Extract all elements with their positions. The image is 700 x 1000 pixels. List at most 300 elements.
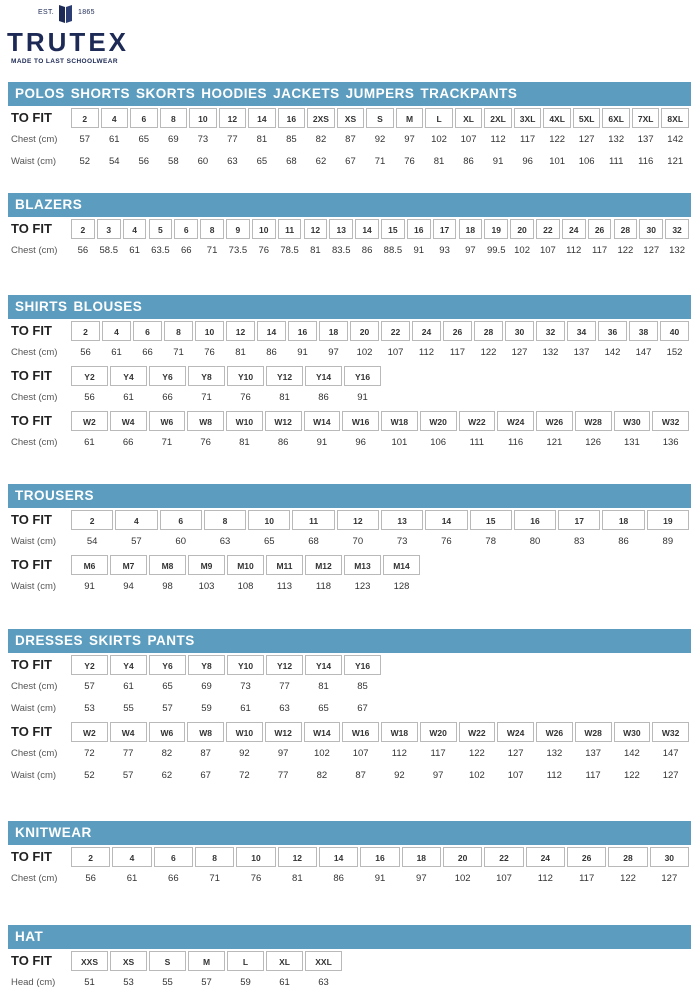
measurement-value: 92 xyxy=(374,134,386,145)
measurement-value: 72 xyxy=(239,770,250,781)
measurement-value: 65 xyxy=(318,703,329,714)
measurement-value: 152 xyxy=(666,347,683,358)
measurement-value: 55 xyxy=(162,977,173,988)
measurement-value: 56 xyxy=(80,347,91,358)
size-cell: 5XL xyxy=(573,108,601,128)
measurement-value: 60 xyxy=(175,536,186,547)
size-cell: Y2 xyxy=(71,655,108,675)
measurement-value: 86 xyxy=(333,873,344,884)
measurement-value: 85 xyxy=(357,681,368,692)
size-cell: 8 xyxy=(164,321,193,341)
measurement-value: 86 xyxy=(361,245,373,256)
measurement-value: 81 xyxy=(235,347,246,358)
measurement-value: 126 xyxy=(585,437,602,448)
size-cell: M13 xyxy=(344,555,381,575)
to-fit-row xyxy=(8,365,691,387)
size-cell: M6 xyxy=(71,555,108,575)
measurement-value: 52 xyxy=(79,156,91,167)
size-cell: W22 xyxy=(459,411,496,431)
size-cell: L xyxy=(425,108,453,128)
size-cell: 6 xyxy=(154,847,193,867)
size-cell: W8 xyxy=(187,411,224,431)
to-fit-row xyxy=(8,950,691,972)
size-cell: M9 xyxy=(188,555,225,575)
measurement-value: 57 xyxy=(201,977,212,988)
measurement-value: 127 xyxy=(643,245,660,256)
size-cell: 10 xyxy=(248,510,290,530)
measurement-value: 91 xyxy=(316,437,328,448)
size-cell: 10 xyxy=(236,847,275,867)
measurement-value: 132 xyxy=(669,245,685,256)
measurement-value: 65 xyxy=(256,156,268,167)
to-fit-label: TO FIT xyxy=(11,221,52,236)
measurement-row xyxy=(8,129,691,151)
section-title-word: SHORTS xyxy=(70,86,131,101)
size-cell: 14 xyxy=(355,219,379,239)
size-cell: 30 xyxy=(650,847,689,867)
measurement-value: 77 xyxy=(279,681,290,692)
measurement-label: Waist (cm) xyxy=(11,581,57,592)
measurement-value: 82 xyxy=(161,748,173,759)
measurement-value: 127 xyxy=(661,873,678,884)
measurement-value: 87 xyxy=(200,748,211,759)
measurement-label: Chest (cm) xyxy=(11,873,58,884)
section-title-bar xyxy=(8,629,691,653)
size-cell: 14 xyxy=(248,108,276,128)
measurement-label: Chest (cm) xyxy=(11,134,58,145)
measurement-value: 61 xyxy=(240,703,251,714)
section-title-word: TROUSERS xyxy=(15,488,95,503)
measurement-value: 121 xyxy=(667,156,684,167)
measurement-value: 86 xyxy=(277,437,289,448)
size-cell: XXL xyxy=(305,951,342,971)
size-cell: 30 xyxy=(639,219,663,239)
measurement-value: 69 xyxy=(201,681,212,692)
measurement-value: 76 xyxy=(204,347,215,358)
measurement-value: 83 xyxy=(573,536,585,547)
size-cell: Y16 xyxy=(344,366,381,386)
size-cell: 15 xyxy=(470,510,512,530)
to-fit-row xyxy=(8,846,691,868)
measurement-value: 91 xyxy=(357,392,368,403)
measurement-row xyxy=(8,151,691,173)
measurement-value: 142 xyxy=(604,347,621,358)
measurement-value: 117 xyxy=(591,245,608,256)
size-cell: 10 xyxy=(189,108,217,128)
size-cell: 14 xyxy=(319,847,358,867)
size-cell: 12 xyxy=(278,847,317,867)
size-cell: W2 xyxy=(71,722,108,742)
section-title-word: PANTS xyxy=(147,633,195,648)
measurement-value: 112 xyxy=(391,748,407,759)
size-cell: M11 xyxy=(266,555,303,575)
size-cell: W28 xyxy=(575,722,612,742)
size-cell: W20 xyxy=(420,411,457,431)
section-title-bar xyxy=(8,295,691,319)
measurement-value: 112 xyxy=(537,873,553,884)
measurement-value: 71 xyxy=(206,245,218,256)
size-cell: 8 xyxy=(195,847,234,867)
size-cell: W30 xyxy=(614,722,651,742)
size-cell: M12 xyxy=(305,555,342,575)
to-fit-label: TO FIT xyxy=(11,557,52,572)
measurement-value: 86 xyxy=(266,347,277,358)
size-cell: 6XL xyxy=(602,108,630,128)
measurement-value: 81 xyxy=(292,873,303,884)
size-cell: 8XL xyxy=(661,108,689,128)
size-cell: 12 xyxy=(337,510,379,530)
section-title-bar xyxy=(8,821,691,845)
measurement-value: 137 xyxy=(637,134,654,145)
size-cell: 3 xyxy=(97,219,121,239)
size-cell: W14 xyxy=(304,411,341,431)
measurement-value: 112 xyxy=(490,134,506,145)
size-cell: 17 xyxy=(558,510,600,530)
measurement-value: 76 xyxy=(441,536,452,547)
size-cell: Y6 xyxy=(149,366,186,386)
size-cell: 4 xyxy=(102,321,131,341)
size-cell: 7XL xyxy=(632,108,660,128)
measurement-value: 127 xyxy=(511,347,528,358)
measurement-value: 61 xyxy=(123,681,134,692)
measurement-value: 57 xyxy=(162,703,173,714)
measurement-label: Waist (cm) xyxy=(11,156,57,167)
section-title-word: SKORTS xyxy=(136,86,196,101)
size-cell: W6 xyxy=(149,411,186,431)
est-text: EST. xyxy=(38,9,54,16)
measurement-row xyxy=(8,676,691,698)
to-fit-label: TO FIT xyxy=(11,724,52,739)
measurement-label: Chest (cm) xyxy=(11,748,58,759)
size-cell: W24 xyxy=(497,722,534,742)
measurement-value: 82 xyxy=(315,134,327,145)
measurement-value: 58 xyxy=(168,156,179,167)
size-cell: 4 xyxy=(101,108,129,128)
measurement-value: 63 xyxy=(279,703,290,714)
size-cell: W6 xyxy=(149,722,186,742)
measurement-value: 93 xyxy=(439,245,450,256)
measurement-value: 117 xyxy=(520,134,536,145)
measurement-value: 73 xyxy=(240,681,251,692)
measurement-value: 112 xyxy=(566,245,582,256)
measurement-value: 102 xyxy=(313,748,330,759)
size-cell: W28 xyxy=(575,411,612,431)
measurement-label: Chest (cm) xyxy=(11,437,58,448)
measurement-value: 91 xyxy=(413,245,425,256)
size-cell: Y8 xyxy=(188,366,225,386)
size-cell: 16 xyxy=(514,510,556,530)
measurement-value: 92 xyxy=(394,770,405,781)
measurement-value: 81 xyxy=(433,156,445,167)
measurement-value: 86 xyxy=(618,536,629,547)
measurement-value: 112 xyxy=(418,347,435,358)
measurement-value: 67 xyxy=(357,703,368,714)
size-cell: 28 xyxy=(474,321,503,341)
size-section xyxy=(8,193,691,262)
to-fit-row xyxy=(8,320,691,342)
to-fit-label: TO FIT xyxy=(11,110,52,125)
measurement-value: 137 xyxy=(573,347,590,358)
measurement-value: 71 xyxy=(173,347,184,358)
size-cell: 6 xyxy=(174,219,198,239)
measurement-value: 61 xyxy=(129,245,140,256)
to-fit-label: TO FIT xyxy=(11,657,52,672)
measurement-value: 96 xyxy=(522,156,533,167)
measurement-value: 53 xyxy=(123,977,134,988)
size-section xyxy=(8,82,691,173)
measurement-value: 85 xyxy=(286,134,297,145)
measurement-value: 66 xyxy=(162,392,173,403)
size-cell: 26 xyxy=(588,219,612,239)
size-cell: W4 xyxy=(110,722,147,742)
size-cell: XL xyxy=(455,108,483,128)
measurement-value: 118 xyxy=(315,581,332,592)
size-cell: S xyxy=(149,951,186,971)
measurement-value: 76 xyxy=(200,437,211,448)
measurement-value: 142 xyxy=(623,748,640,759)
measurement-value: 122 xyxy=(617,245,634,256)
measurement-value: 71 xyxy=(374,156,386,167)
measurement-value: 76 xyxy=(404,156,415,167)
measurement-value: 106 xyxy=(430,437,447,448)
measurement-value: 121 xyxy=(546,437,563,448)
size-cell: 22 xyxy=(381,321,410,341)
measurement-value: 52 xyxy=(84,770,95,781)
size-cell: M14 xyxy=(383,555,420,575)
size-cell: 2 xyxy=(71,219,95,239)
size-cell: 2 xyxy=(71,321,100,341)
size-cell: 28 xyxy=(614,219,638,239)
size-cell: 8 xyxy=(204,510,246,530)
brand-tagline: MADE TO LAST SCHOOLWEAR xyxy=(11,58,118,65)
brand-name: TRUTEX xyxy=(7,27,129,57)
size-cell: 20 xyxy=(510,219,534,239)
measurement-value: 97 xyxy=(432,770,444,781)
size-cell: 32 xyxy=(665,219,689,239)
measurement-value: 91 xyxy=(492,156,504,167)
size-cell: 30 xyxy=(505,321,534,341)
measurement-value: 136 xyxy=(662,437,679,448)
measurement-value: 102 xyxy=(468,770,485,781)
size-cell: 11 xyxy=(292,510,334,530)
size-cell: Y16 xyxy=(344,655,381,675)
measurement-row xyxy=(8,868,691,890)
measurement-label: Waist (cm) xyxy=(11,770,57,781)
measurement-value: 122 xyxy=(480,347,497,358)
measurement-value: 102 xyxy=(356,347,373,358)
size-cell: Y14 xyxy=(305,366,342,386)
measurement-value: 86 xyxy=(463,156,474,167)
measurement-value: 63 xyxy=(318,977,329,988)
measurement-value: 68 xyxy=(286,156,297,167)
size-cell: 24 xyxy=(412,321,441,341)
measurement-value: 122 xyxy=(620,873,636,884)
measurement-value: 65 xyxy=(138,134,150,145)
section-title-word: HOODIES xyxy=(201,86,268,101)
book-shield-icon xyxy=(58,4,73,24)
section-title-bar xyxy=(8,193,691,217)
measurement-label: Chest (cm) xyxy=(11,681,58,692)
measurement-value: 101 xyxy=(549,156,566,167)
size-cell: 4 xyxy=(115,510,157,530)
measurement-value: 107 xyxy=(507,770,524,781)
measurement-value: 127 xyxy=(578,134,595,145)
to-fit-label: TO FIT xyxy=(11,849,52,864)
measurement-value: 107 xyxy=(539,245,556,256)
measurement-value: 54 xyxy=(86,536,98,547)
measurement-value: 59 xyxy=(240,977,251,988)
size-cell: 8 xyxy=(160,108,188,128)
measurement-value: 122 xyxy=(468,748,485,759)
size-cell: 13 xyxy=(381,510,423,530)
size-cell: Y2 xyxy=(71,366,108,386)
measurement-row xyxy=(8,765,691,787)
measurement-value: 147 xyxy=(662,748,679,759)
to-fit-row xyxy=(8,554,691,576)
size-cell: W30 xyxy=(614,411,651,431)
measurement-value: 87 xyxy=(355,770,366,781)
measurement-value: 83.5 xyxy=(331,245,351,256)
size-cell: 26 xyxy=(443,321,472,341)
section-title-word: KNITWEAR xyxy=(15,825,92,840)
measurement-value: 57 xyxy=(84,681,95,692)
measurement-value: 66 xyxy=(168,873,179,884)
measurement-value: 102 xyxy=(454,873,471,884)
measurement-value: 77 xyxy=(277,770,289,781)
measurement-value: 63 xyxy=(227,156,238,167)
measurement-value: 72 xyxy=(84,748,95,759)
size-cell: M xyxy=(396,108,424,128)
measurement-value: 132 xyxy=(608,134,625,145)
size-cell: M8 xyxy=(149,555,186,575)
measurement-value: 81 xyxy=(256,134,268,145)
size-cell: 16 xyxy=(360,847,399,867)
year-text: 1865 xyxy=(78,9,95,16)
size-cell: W12 xyxy=(265,411,302,431)
to-fit-label: TO FIT xyxy=(11,413,52,428)
size-cell: 3XL xyxy=(514,108,542,128)
size-cell: 22 xyxy=(536,219,560,239)
measurement-value: 112 xyxy=(546,770,562,781)
measurement-label: Waist (cm) xyxy=(11,536,57,547)
to-fit-row xyxy=(8,654,691,676)
to-fit-row xyxy=(8,410,691,432)
size-cell: 2 xyxy=(71,510,113,530)
size-cell: 4 xyxy=(112,847,151,867)
measurement-value: 78 xyxy=(485,536,496,547)
size-cell: 9 xyxy=(226,219,250,239)
size-cell: 26 xyxy=(567,847,606,867)
section-title-word: HAT xyxy=(15,929,44,944)
measurement-value: 98 xyxy=(162,581,173,592)
size-section xyxy=(8,484,691,598)
measurement-value: 57 xyxy=(131,536,142,547)
size-cell: 20 xyxy=(443,847,482,867)
size-cell: Y10 xyxy=(227,366,264,386)
measurement-value: 56 xyxy=(85,873,96,884)
measurement-value: 62 xyxy=(161,770,173,781)
to-fit-label: TO FIT xyxy=(11,512,52,527)
measurement-value: 65 xyxy=(263,536,275,547)
measurement-value: 54 xyxy=(108,156,120,167)
measurement-value: 69 xyxy=(168,134,179,145)
size-cell: 40 xyxy=(660,321,689,341)
measurement-value: 132 xyxy=(546,748,563,759)
size-cell: XL xyxy=(266,951,303,971)
measurement-value: 91 xyxy=(84,581,95,592)
measurement-value: 122 xyxy=(623,770,640,781)
measurement-label: Waist (cm) xyxy=(11,703,57,714)
measurement-value: 94 xyxy=(123,581,134,592)
measurement-value: 116 xyxy=(508,437,524,448)
measurement-row xyxy=(8,972,691,994)
size-cell: XS xyxy=(337,108,365,128)
size-cell: Y6 xyxy=(149,655,186,675)
measurement-value: 66 xyxy=(122,437,134,448)
measurement-value: 111 xyxy=(608,156,624,167)
measurement-label: Head (cm) xyxy=(11,977,56,988)
measurement-value: 92 xyxy=(239,748,250,759)
size-cell: M xyxy=(188,951,225,971)
measurement-value: 99.5 xyxy=(486,245,506,256)
measurement-value: 87 xyxy=(345,134,356,145)
measurement-label: Chest (cm) xyxy=(11,347,58,358)
size-cell: S xyxy=(366,108,394,128)
to-fit-label: TO FIT xyxy=(11,368,52,383)
measurement-value: 63.5 xyxy=(151,245,170,256)
size-cell: W22 xyxy=(459,722,496,742)
measurement-value: 106 xyxy=(578,156,595,167)
measurement-value: 91 xyxy=(297,347,308,358)
measurement-value: 61 xyxy=(279,977,290,988)
measurement-value: 57 xyxy=(79,134,91,145)
section-title-word: JUMPERS xyxy=(345,86,415,101)
measurement-value: 107 xyxy=(352,748,369,759)
size-cell: 13 xyxy=(329,219,353,239)
size-cell: W26 xyxy=(536,411,573,431)
size-cell: 6 xyxy=(130,108,158,128)
size-cell: W20 xyxy=(420,722,457,742)
size-cell: 34 xyxy=(567,321,596,341)
size-cell: 6 xyxy=(133,321,162,341)
measurement-value: 58.5 xyxy=(99,245,118,256)
measurement-value: 108 xyxy=(237,581,254,592)
measurement-value: 97 xyxy=(416,873,427,884)
size-cell: 36 xyxy=(598,321,627,341)
size-cell: W32 xyxy=(652,411,689,431)
section-title-bar xyxy=(8,925,691,949)
size-cell: Y4 xyxy=(110,655,147,675)
section-title-bar xyxy=(8,82,691,106)
size-cell: 24 xyxy=(526,847,565,867)
measurement-value: 60 xyxy=(197,156,209,167)
size-cell: 5 xyxy=(149,219,173,239)
measurement-value: 97 xyxy=(328,347,339,358)
measurement-value: 66 xyxy=(142,347,153,358)
measurement-value: 61 xyxy=(111,347,122,358)
measurement-row xyxy=(8,342,691,364)
size-cell: 12 xyxy=(219,108,247,128)
measurement-value: 147 xyxy=(635,347,652,358)
size-cell: XXS xyxy=(71,951,108,971)
measurement-value: 97 xyxy=(404,134,415,145)
size-cell: M7 xyxy=(110,555,147,575)
measurement-value: 127 xyxy=(507,748,524,759)
measurement-value: 111 xyxy=(469,437,485,448)
measurement-row xyxy=(8,432,691,454)
measurement-value: 107 xyxy=(496,873,512,884)
measurement-value: 56 xyxy=(84,392,95,403)
